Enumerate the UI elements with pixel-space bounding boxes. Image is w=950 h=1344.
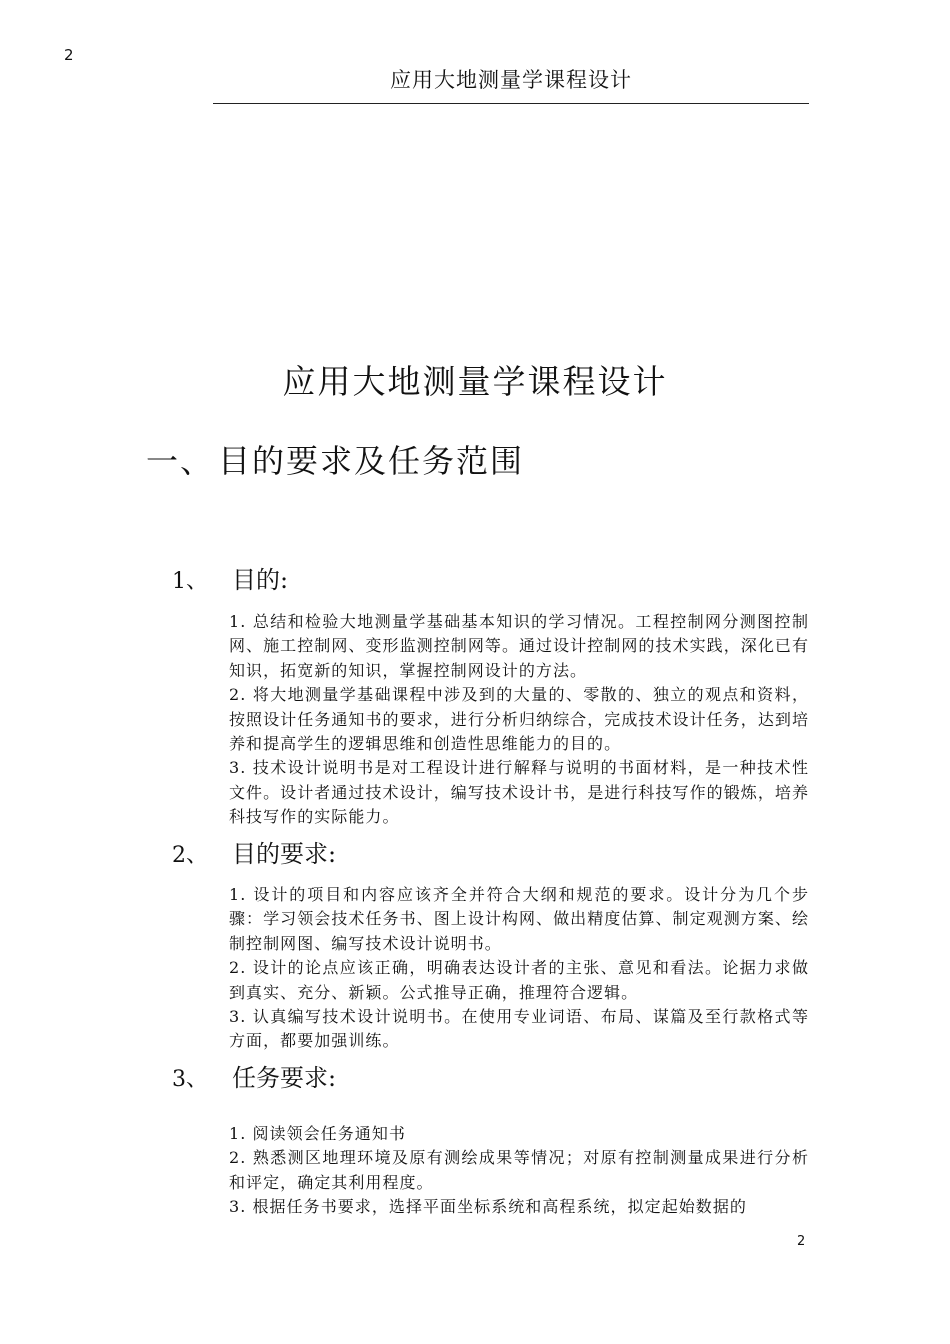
list-item: 1. 设计的项目和内容应该齐全并符合大纲和规范的要求。设计分为几个步骤：学习领会技术任务书、图上设计构网、做出精度估算、制定观测方案、绘制控制网图、编写技术设计说明书。 [229, 885, 809, 953]
list-item: 1. 总结和检验大地测量学基础基本知识的学习情况。工程控制网分测图控制网、施工控制网、变形监测控制网等。通过设计控制网的技术实践，深化已有知识，拓宽新的知识，掌握控制网设计的方法。 [229, 612, 809, 680]
list-item: 3. 认真编写技术设计说明书。在使用专业词语、布局、谋篇及至行款格式等方面，都要加强训练。 [229, 1007, 809, 1051]
subsection-title: 任务要求: [232, 1064, 337, 1092]
section-number: 一、 [146, 442, 215, 480]
header-divider [213, 103, 809, 104]
list-item: 2. 设计的论点应该正确，明确表达设计者的主张、意见和看法。论据力求做到真实、充分、新颖。公式推导正确，推理符合逻辑。 [229, 958, 809, 1002]
subsection-body-3 [229, 1122, 809, 1220]
list-item: 2. 熟悉测区地理环境及原有测绘成果等情况；对原有控制测量成果进行分析和评定，确定其利用程度。 [229, 1148, 809, 1192]
subsection-body-2 [229, 883, 809, 1054]
running-header: 应用大地测量学课程设计 [390, 68, 632, 92]
list-item: 3. 根据任务书要求，选择平面坐标系统和高程系统，拟定起始数据的 [229, 1197, 747, 1217]
subsection-heading-1 [172, 560, 288, 595]
subsection-heading-2 [172, 834, 336, 869]
subsection-title: 目的要求: [232, 840, 337, 868]
subsection-number: 1、 [172, 569, 208, 594]
page-number-top: 2 [64, 46, 74, 64]
page-number-bottom: 2 [797, 1234, 806, 1249]
subsection-number: 3、 [172, 1067, 208, 1092]
list-item: 1. 阅读领会任务通知书 [229, 1124, 406, 1143]
section-heading [146, 436, 524, 482]
subsection-number: 2、 [172, 843, 208, 868]
subsection-title: 目的: [232, 566, 289, 594]
subsection-body-1 [229, 610, 809, 830]
section-title: 目的要求及任务范围 [218, 442, 525, 480]
list-item: 2. 将大地测量学基础课程中涉及到的大量的、零散的、独立的观点和资料，按照设计任务通知书的要求，进行分析归纳综合，完成技术设计任务，达到培养和提高学生的逻辑思维和创造性思维能力的目的。 [229, 685, 809, 754]
list-item: 3. 技术设计说明书是对工程设计进行解释与说明的书面材料，是一种技术性文件。设计者通过技术设计，编写技术设计书，是进行科技写作的锻炼，培养科技写作的实际能力。 [229, 758, 809, 827]
subsection-heading-3 [172, 1058, 336, 1093]
document-title: 应用大地测量学课程设计 [282, 362, 668, 401]
